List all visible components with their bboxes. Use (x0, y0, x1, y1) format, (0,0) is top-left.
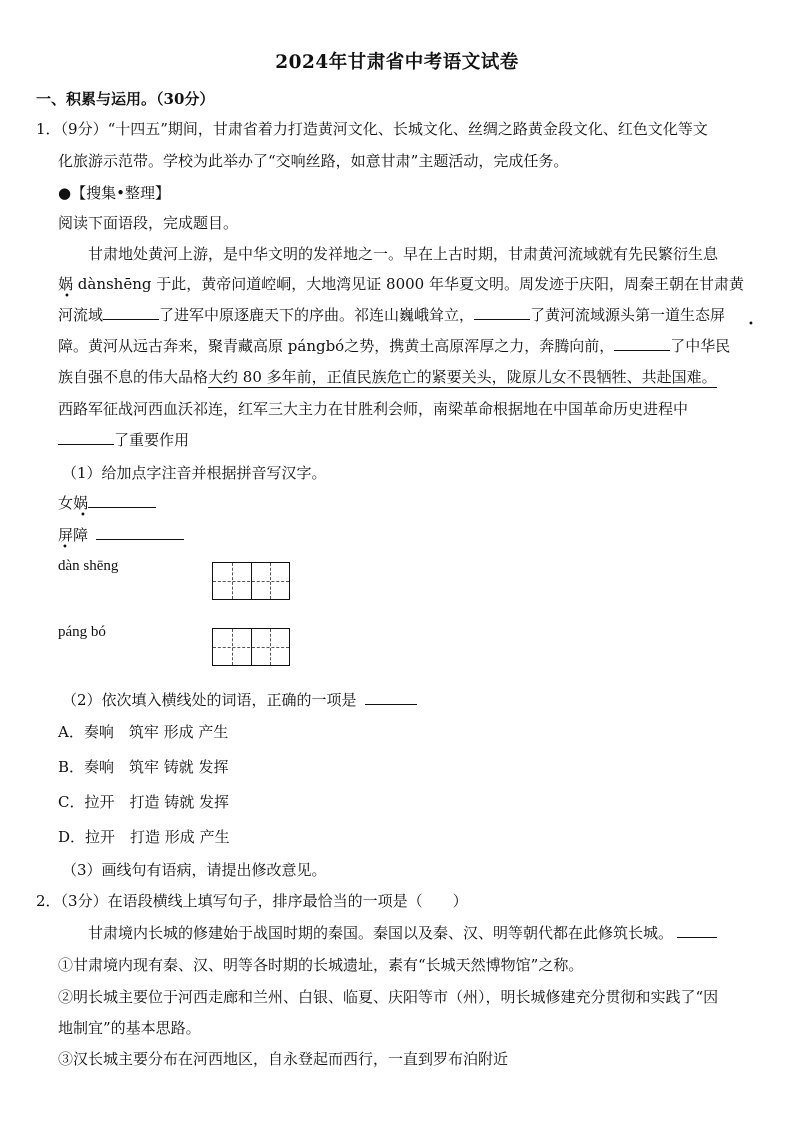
passage-line2: 娲 • dànshēng 于此，黄帝问道崆峒，大地湾见证 8000 年华夏文明。周发迹于庆阳，周秦王朝在甘肃黄 (58, 275, 744, 302)
q2-item-3: ③汉长城主要分布在河西地区，自永登起而西行，一直到罗布泊附近 (58, 1050, 509, 1068)
emphasis-dot-icon: • (80, 510, 86, 521)
passage-line6: 西路军征战河西血沃祁连，红军三大主力在甘胜利会师，南梁革命根据地在中国革命历史进程中 (58, 400, 689, 418)
q1-stem-line1: 1．（9分）“十四五”期间，甘肃省着力打造黄河文化、长城文化、丝绸之路黄金段文化、红色文化等文 (36, 120, 708, 138)
emphasis-dot-icon: • (64, 291, 70, 302)
passage-line7: 了重要作用 (58, 429, 189, 450)
writing-grid-1[interactable] (212, 562, 290, 600)
passage-line5: 族自强不息的伟大品格大约 80 多年前，正值民族危亡的紧要关头，陇原儿女不畏牺牲、共赴国难。 (58, 368, 717, 386)
option-b[interactable]: B．奏响 筑牢 铸就 发挥 (58, 758, 229, 776)
q2-item-2-line1: ②明长城主要位于河西走廊和兰州、白银、临夏、庆阳等市（州），明长城修建充分贯彻和实践了“因 (58, 988, 719, 1006)
option-c[interactable]: C．拉开 打造 铸就 发挥 (58, 793, 230, 811)
q2-stem: 2．（3分）在语段横线上填写句子，排序最恰当的一项是（ ） (36, 892, 468, 910)
sub-question-2: （2）依次填入横线处的词语，正确的一项是 (62, 689, 417, 710)
answer-blank-nvwa[interactable] (88, 493, 156, 508)
sub-question-3: （3）画线句有语病，请提出修改意见。 (62, 861, 327, 879)
section-heading: 一、积累与运用。（30分） (36, 90, 215, 108)
pinyin-pangbo: páng bó (58, 624, 106, 640)
blank-2 (474, 305, 530, 320)
pinyin-danshen: dàn shēng (58, 558, 119, 574)
passage-line4: 障。黄河从远古奔来，聚青藏高原 pángbó之势，携黄土高原浑厚之力，奔腾向前， 了中华民 (58, 337, 731, 355)
underlined-sentence: 大约 80 多年前，正值民族危亡的紧要关头，陇原儿女不畏牺牲、共赴国难。 (208, 368, 717, 386)
answer-row-nvwa: 女娲 • (58, 492, 156, 513)
q2-blank (677, 923, 717, 938)
writing-grid-2[interactable] (212, 628, 290, 666)
q1-stem-line2: 化旅游示范带。学校为此举办了“交响丝路，如意甘肃”主题活动，完成任务。 (58, 152, 569, 170)
option-a[interactable]: A．奏响 筑牢 形成 产生 (58, 723, 229, 741)
emphasis-dot-icon: • (62, 542, 68, 553)
task-label: 【搜集•整理】 (71, 184, 170, 202)
blank-4 (58, 430, 114, 445)
q2-item-2-line2: 地制宜”的基本思路。 (58, 1019, 201, 1037)
dotted-char-wa: 娲 • (58, 275, 74, 302)
q1-instruction: 阅读下面语段，完成题目。 (58, 214, 239, 232)
answer-blank-choice[interactable] (365, 690, 417, 705)
answer-row-pingzhang: 屏障 • (58, 524, 184, 545)
q2-item-1: ①甘肃境内现有秦、汉、明等各时期的长城遗址，素有“长城天然博物馆”之称。 (58, 956, 584, 974)
q2-passage: 甘肃境内长城的修建始于战国时期的秦国。秦国以及秦、汉、明等朝代都在此修筑长城。 (88, 922, 717, 943)
emphasis-dot-icon: • (748, 319, 754, 330)
blank-1 (103, 305, 159, 320)
answer-blank-pingzhang[interactable] (96, 525, 184, 540)
bullet-icon: ● (58, 184, 72, 202)
task-heading (58, 182, 170, 203)
blank-3 (614, 336, 670, 351)
passage-line3: 河流域 了进军中原逐鹿天下的序曲。祁连山巍峨耸立， 了黄河流域源头第一道生态屏 (58, 306, 726, 324)
option-d[interactable]: D．拉开 打造 形成 产生 (58, 828, 230, 846)
page-title: 2024年甘肃省中考语文试卷 (275, 52, 519, 73)
sub-question-1: （1）给加点字注音并根据拼音写汉字。 (62, 464, 327, 482)
passage-line1: 甘肃地处黄河上游，是中华文明的发祥地之一。早在上古时期，甘肃黄河流域就有先民繁衍生息 (88, 245, 719, 263)
